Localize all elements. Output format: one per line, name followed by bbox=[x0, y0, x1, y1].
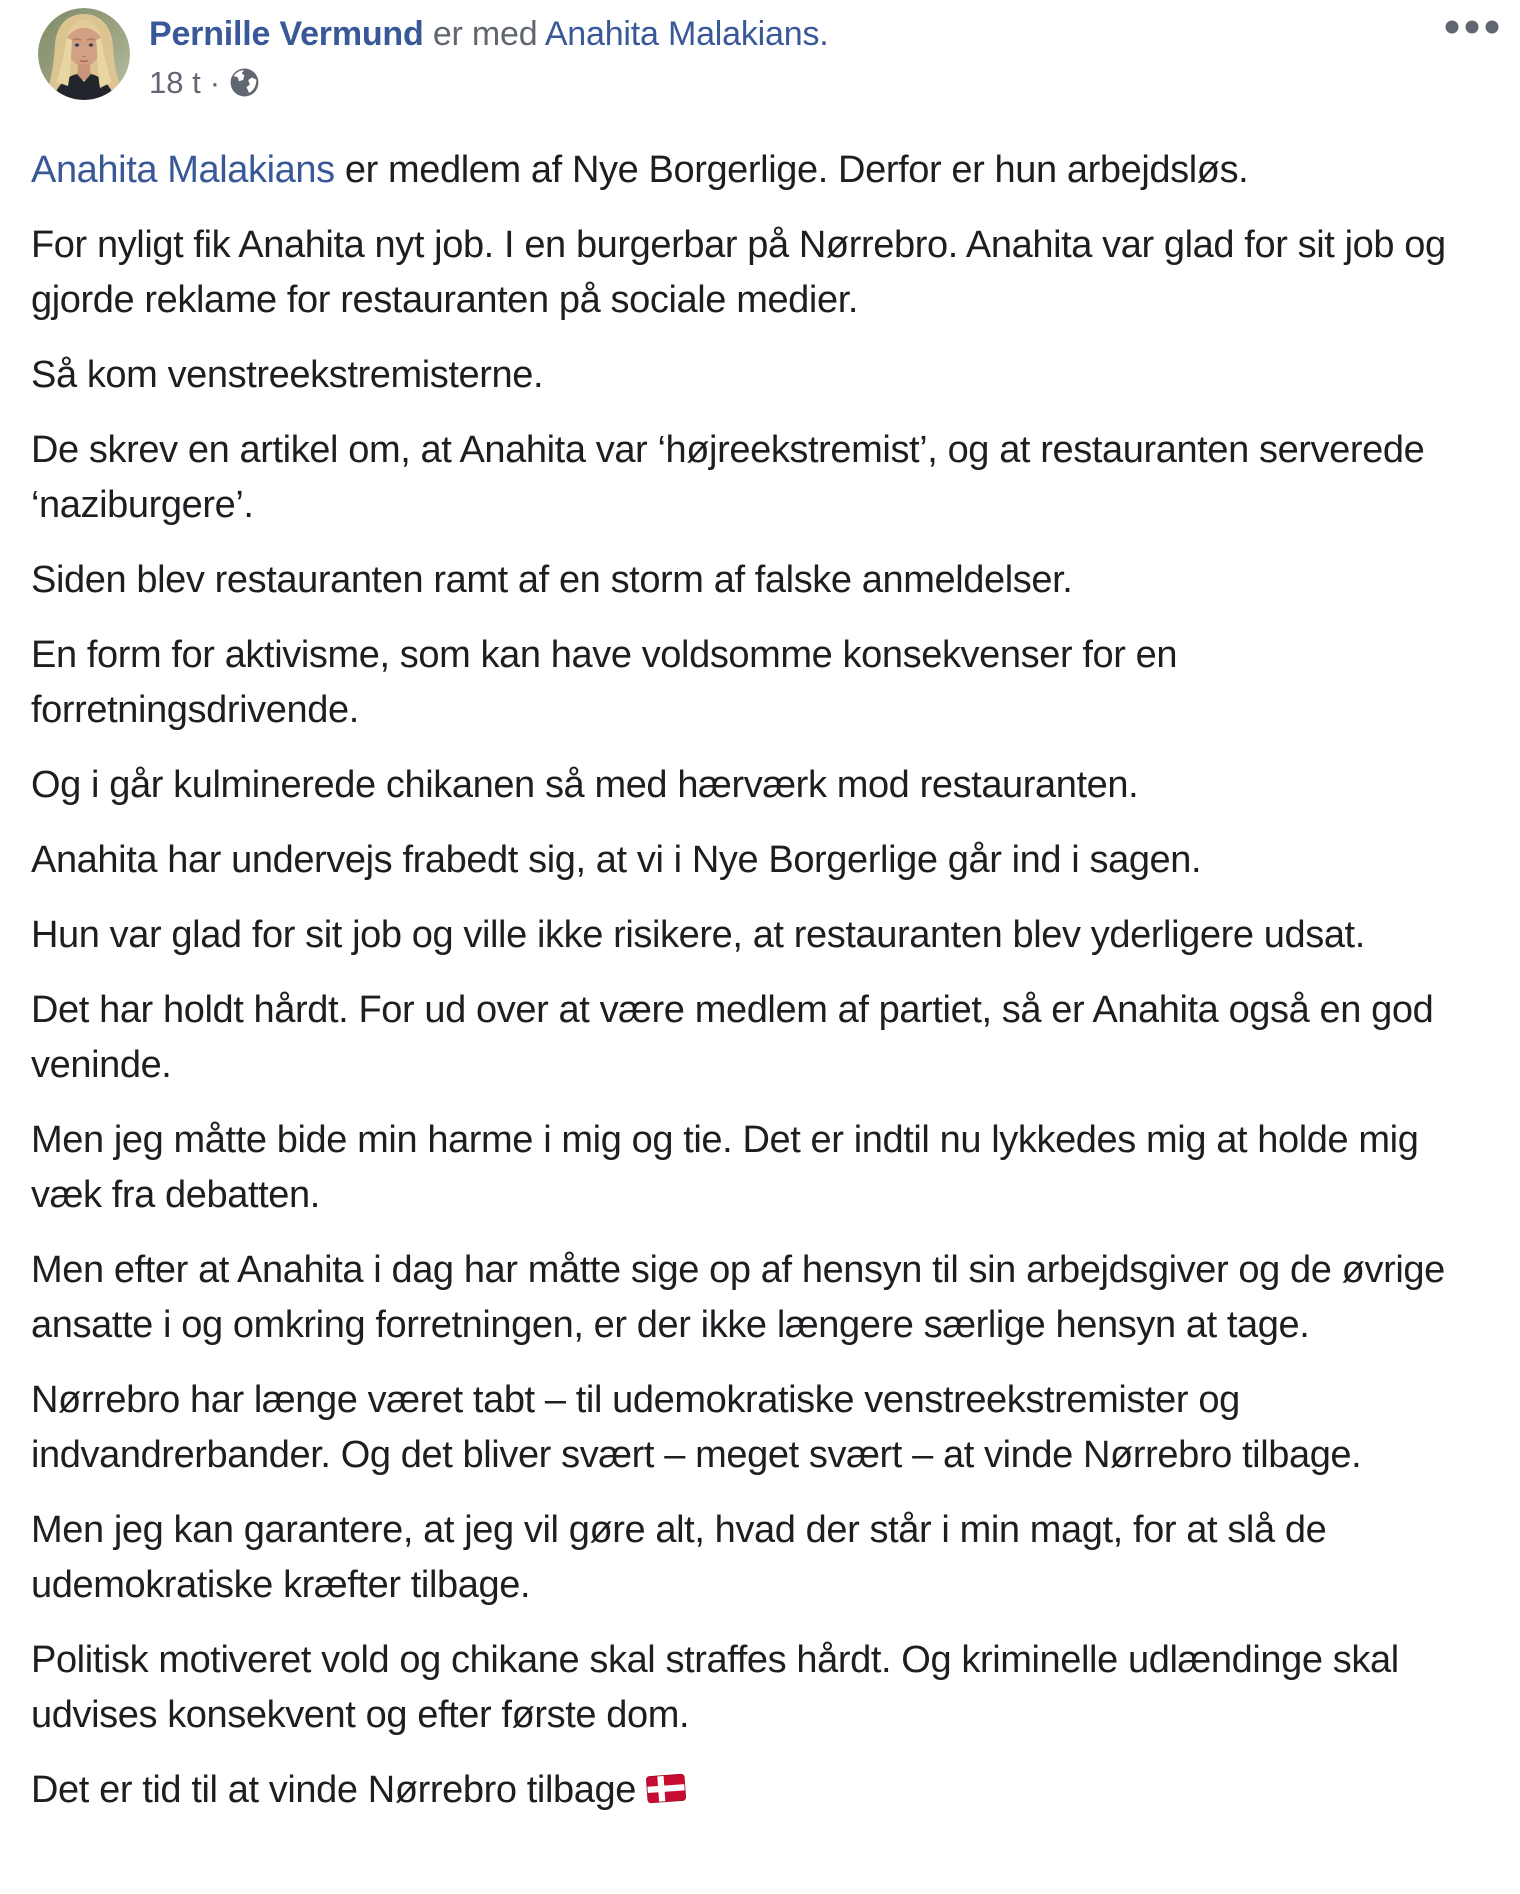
danish-flag-icon bbox=[644, 1767, 688, 1809]
paragraph-text: Det er tid til at vinde Nørrebro tilbage bbox=[31, 1768, 636, 1811]
ellipsis-icon bbox=[1445, 20, 1499, 34]
meta-line bbox=[149, 65, 829, 101]
post-paragraph: Så kom venstreekstremisterne. bbox=[31, 353, 544, 396]
tagged-person-body-link[interactable]: Anahita Malakians bbox=[31, 148, 335, 191]
post-paragraph: Siden blev restauranten ramt af en storm af falske anmeldelser. bbox=[31, 558, 1073, 601]
post-paragraph: Men jeg kan garantere, at jeg vil gøre alt, hvad der står i min magt, for at slå de udemokratiske kræfter tilbage. bbox=[31, 1508, 1327, 1606]
post-paragraph: Men efter at Anahita i dag har måtte sige op af hensyn til sin arbejdsgiver og de øvrige ansatte i og omkring forretningen, er der ikke længere særlige hensyn at tage. bbox=[31, 1248, 1445, 1346]
post-paragraph: Og i går kulminerede chikanen så med hærværk mod restauranten. bbox=[31, 763, 1139, 806]
post-header bbox=[0, 0, 1520, 101]
tagged-person-link[interactable]: Anahita Malakians. bbox=[544, 15, 829, 53]
timestamp-link[interactable]: 18 t bbox=[149, 64, 201, 100]
header-info bbox=[149, 8, 829, 101]
post-paragraph: Politisk motiveret vold og chikane skal straffes hårdt. Og kriminelle udlændinge skal udvises konsekvent og efter første dom. bbox=[31, 1638, 1399, 1736]
avatar-photo bbox=[38, 8, 130, 100]
post-paragraph: Nørrebro har længe været tabt – til udemokratiske venstreekstremister og indvandrerbander. Og det bliver svært – meget svært – at vinde Nørrebro tilbage. bbox=[31, 1378, 1362, 1476]
post-paragraph bbox=[31, 143, 1490, 198]
post-body bbox=[0, 101, 1520, 1818]
name-line bbox=[149, 13, 829, 56]
avatar[interactable] bbox=[38, 8, 130, 100]
post-paragraph: En form for aktivisme, som kan have voldsomme konsekvenser for en forretningsdrivende. bbox=[31, 633, 1178, 731]
post-paragraph: For nyligt fik Anahita nyt job. I en burgerbar på Nørrebro. Anahita var glad for sit job og gjorde reklame for restauranten på sociale medier. bbox=[31, 223, 1446, 321]
author-link[interactable]: Pernille Vermund bbox=[149, 15, 424, 53]
post-paragraph: Anahita har undervejs frabedt sig, at vi i Nye Borgerlige går ind i sagen. bbox=[31, 838, 1202, 881]
post-paragraph: De skrev en artikel om, at Anahita var ‘højreekstremist’, og at restauranten serverede ‘naziburgere’. bbox=[31, 428, 1425, 526]
post-paragraph: Det har holdt hårdt. For ud over at være medlem af partiet, så er Anahita også en god veninde. bbox=[31, 988, 1434, 1086]
paragraph-text: er medlem af Nye Borgerlige. Derfor er hun arbejdsløs. bbox=[334, 148, 1249, 191]
globe-icon bbox=[229, 67, 260, 98]
post-options-button[interactable] bbox=[1439, 14, 1505, 40]
post-paragraph: Men jeg måtte bide min harme i mig og tie. Det er indtil nu lykkedes mig at holde mig væk fra debatten. bbox=[31, 1118, 1419, 1216]
meta-separator: · bbox=[209, 64, 221, 100]
post-paragraph: Hun var glad for sit job og ville ikke risikere, at restauranten blev yderligere udsat. bbox=[31, 913, 1365, 956]
connector-text: er med bbox=[432, 15, 538, 53]
post-paragraph-closing bbox=[31, 1763, 1490, 1818]
